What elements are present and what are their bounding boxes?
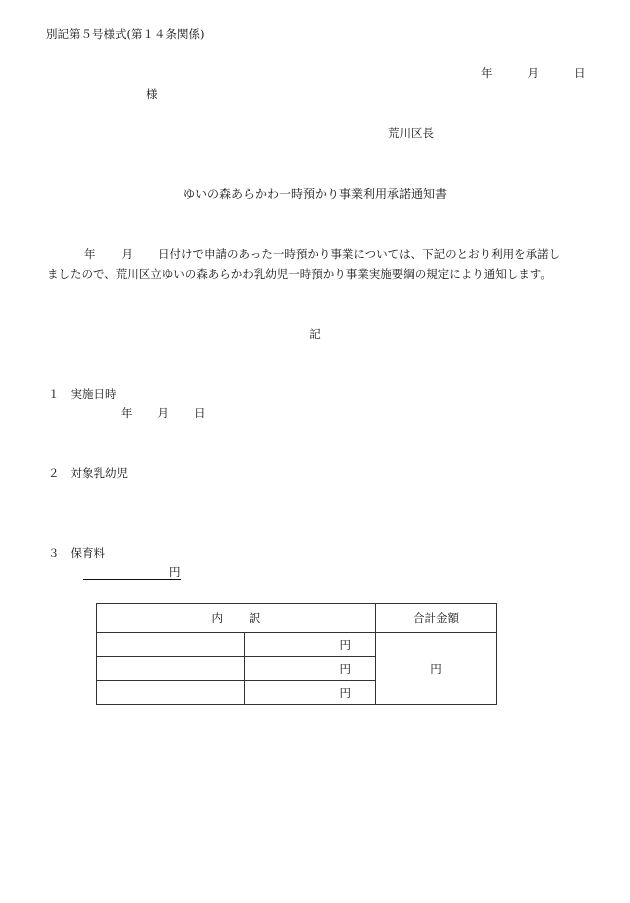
breakdown-amount-cell: 円 xyxy=(245,633,376,657)
breakdown-amount-cell: 円 xyxy=(245,657,376,681)
date-header xyxy=(481,66,586,80)
section-1-year: 年 xyxy=(121,406,133,420)
total-amount-cell: 円 xyxy=(376,633,497,705)
fee-amount-unit: 円 xyxy=(169,565,181,579)
table-row xyxy=(97,633,497,657)
body-paragraph-line-1 xyxy=(84,247,560,261)
ki-heading: 記 xyxy=(309,327,321,341)
section-2-heading xyxy=(48,466,128,480)
header-breakdown-char-2: 訳 xyxy=(249,611,261,625)
date-header-day: 日 xyxy=(574,66,586,80)
breakdown-item-cell xyxy=(97,681,245,705)
breakdown-item-cell xyxy=(97,633,245,657)
body-date-year: 年 xyxy=(84,247,96,261)
section-3-label: 保育料 xyxy=(70,546,105,560)
fee-amount-underline xyxy=(83,579,181,580)
section-1-month: 月 xyxy=(157,406,169,420)
section-1-number: １ xyxy=(48,387,60,401)
section-1-label: 実施日時 xyxy=(70,387,117,401)
section-2-label: 対象乳幼児 xyxy=(70,466,128,480)
header-total: 合計金額 xyxy=(376,604,497,633)
header-breakdown-char-1: 内 xyxy=(211,611,223,625)
recipient-honorific: 様 xyxy=(146,87,158,101)
section-1-date xyxy=(121,406,206,420)
breakdown-amount-cell: 円 xyxy=(245,681,376,705)
section-3-number: ３ xyxy=(48,546,60,560)
fee-table-header-row xyxy=(97,604,497,633)
section-2-number: ２ xyxy=(48,466,60,480)
body-date-month: 月 xyxy=(121,247,133,261)
issuer: 荒川区長 xyxy=(388,126,434,140)
section-3-heading xyxy=(48,546,105,560)
date-header-year: 年 xyxy=(481,66,493,80)
document-title: ゆいの森あらかわ一時預かり事業利用承諾通知書 xyxy=(182,187,447,201)
section-1-day: 日 xyxy=(194,406,206,420)
fee-breakdown-table xyxy=(96,603,497,705)
header-breakdown xyxy=(97,604,376,633)
date-header-month: 月 xyxy=(527,66,539,80)
form-reference: 別記第５号様式(第１４条関係) xyxy=(46,27,205,41)
body-paragraph-line-2: ましたので、荒川区立ゆいの森あらかわ乳幼児一時預かり事業実施要綱の規定により通知します。 xyxy=(47,267,552,281)
section-1-heading xyxy=(48,387,117,401)
breakdown-item-cell xyxy=(97,657,245,681)
body-text-line-1: 日付けで申請のあった一時預かり事業については、下記のとおり利用を承諾し xyxy=(158,247,561,261)
